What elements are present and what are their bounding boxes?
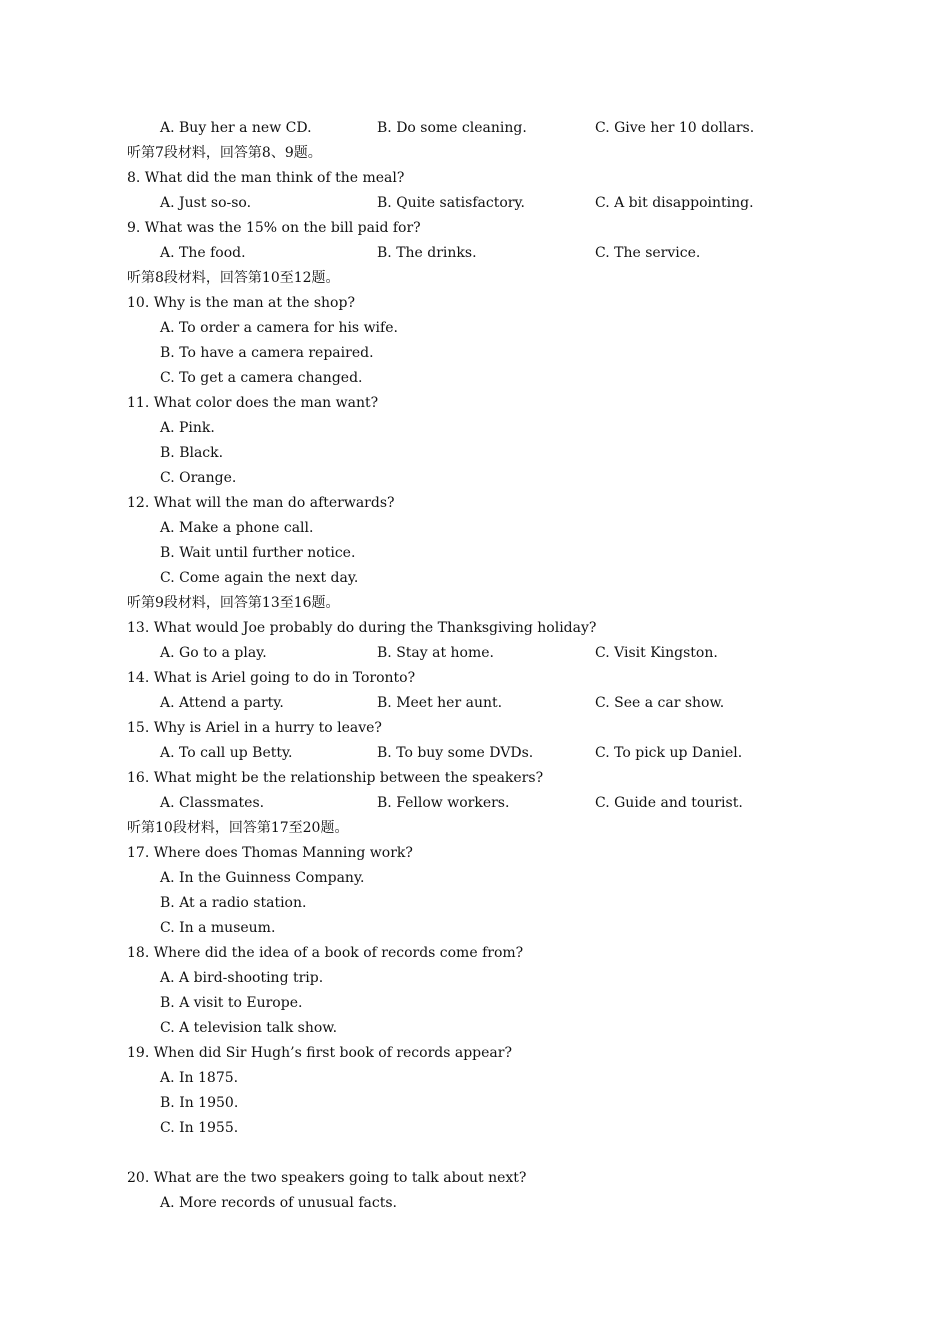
- answer-option: A. Just so-so.: [160, 195, 252, 211]
- answer-option: B. A visit to Europe.: [160, 995, 303, 1011]
- question-text: 18. Where did the idea of a book of records come from?: [127, 945, 524, 961]
- answer-option: B. Do some cleaning.: [377, 120, 527, 136]
- listening-section-content: [127, 116, 827, 1216]
- section-instruction: 听第9段材料，回答第13至16题。: [127, 595, 340, 611]
- answer-option: A. More records of unusual facts.: [160, 1195, 397, 1211]
- blank-line: [127, 1141, 827, 1166]
- question-text: 16. What might be the relationship between the speakers?: [127, 770, 544, 786]
- answer-option: C. Guide and tourist.: [595, 795, 743, 811]
- question-text: 19. When did Sir Hugh’s first book of records appear?: [127, 1045, 512, 1061]
- answer-option: A. To order a camera for his wife.: [160, 320, 398, 336]
- answer-option: C. Visit Kingston.: [595, 645, 718, 661]
- answer-option: C. Orange.: [160, 470, 237, 486]
- answer-option: B. Fellow workers.: [377, 795, 510, 811]
- answer-option: A. In 1875.: [160, 1070, 239, 1086]
- answer-option: C. The service.: [595, 245, 701, 261]
- option-row: [127, 741, 827, 766]
- answer-option: A. Make a phone call.: [160, 520, 314, 536]
- answer-option: C. A bit disappointing.: [595, 195, 754, 211]
- question-text: 15. Why is Ariel in a hurry to leave?: [127, 720, 382, 736]
- answer-option: A. Buy her a new CD.: [160, 120, 312, 136]
- answer-option: C. A television talk show.: [160, 1020, 338, 1036]
- section-instruction: 听第8段材料，回答第10至12题。: [127, 270, 340, 286]
- answer-option: B. To have a camera repaired.: [160, 345, 374, 361]
- answer-option: A. Classmates.: [160, 795, 265, 811]
- answer-option: C. Come again the next day.: [160, 570, 359, 586]
- answer-option: A. Go to a play.: [160, 645, 267, 661]
- answer-option: B. At a radio station.: [160, 895, 307, 911]
- answer-option: C. In a museum.: [160, 920, 276, 936]
- answer-option: C. See a car show.: [595, 695, 725, 711]
- option-row: [127, 791, 827, 816]
- section-instruction: 听第10段材料，回答第17至20题。: [127, 820, 349, 836]
- answer-option: C. To get a camera changed.: [160, 370, 363, 386]
- answer-option: A. A bird-shooting trip.: [160, 970, 324, 986]
- question-text: 9. What was the 15% on the bill paid for?: [127, 220, 421, 236]
- answer-option: B. Wait until further notice.: [160, 545, 356, 561]
- question-text: 10. Why is the man at the shop?: [127, 295, 355, 311]
- answer-option: A. To call up Betty.: [160, 745, 293, 761]
- question-text: 20. What are the two speakers going to talk about next?: [127, 1170, 527, 1186]
- option-row: [127, 116, 827, 141]
- option-row: [127, 641, 827, 666]
- answer-option: C. Give her 10 dollars.: [595, 120, 755, 136]
- question-text: 12. What will the man do afterwards?: [127, 495, 395, 511]
- answer-option: B. Stay at home.: [377, 645, 494, 661]
- question-text: 14. What is Ariel going to do in Toronto?: [127, 670, 416, 686]
- option-row: [127, 691, 827, 716]
- answer-option: B. The drinks.: [377, 245, 477, 261]
- answer-option: B. Meet her aunt.: [377, 695, 503, 711]
- question-text: 13. What would Joe probably do during the Thanksgiving holiday?: [127, 620, 597, 636]
- answer-option: C. To pick up Daniel.: [595, 745, 743, 761]
- option-row: [127, 241, 827, 266]
- answer-option: B. To buy some DVDs.: [377, 745, 534, 761]
- answer-option: B. In 1950.: [160, 1095, 239, 1111]
- answer-option: A. Pink.: [160, 420, 215, 436]
- section-instruction: 听第7段材料，回答第8、9题。: [127, 145, 322, 161]
- answer-option: A. Attend a party.: [160, 695, 284, 711]
- answer-option: C. In 1955.: [160, 1120, 239, 1136]
- question-text: 8. What did the man think of the meal?: [127, 170, 405, 186]
- option-row: [127, 191, 827, 216]
- answer-option: B. Quite satisfactory.: [377, 195, 525, 211]
- question-text: 11. What color does the man want?: [127, 395, 379, 411]
- question-text: 17. Where does Thomas Manning work?: [127, 845, 413, 861]
- answer-option: A. The food.: [160, 245, 246, 261]
- answer-option: A. In the Guinness Company.: [160, 870, 365, 886]
- answer-option: B. Black.: [160, 445, 224, 461]
